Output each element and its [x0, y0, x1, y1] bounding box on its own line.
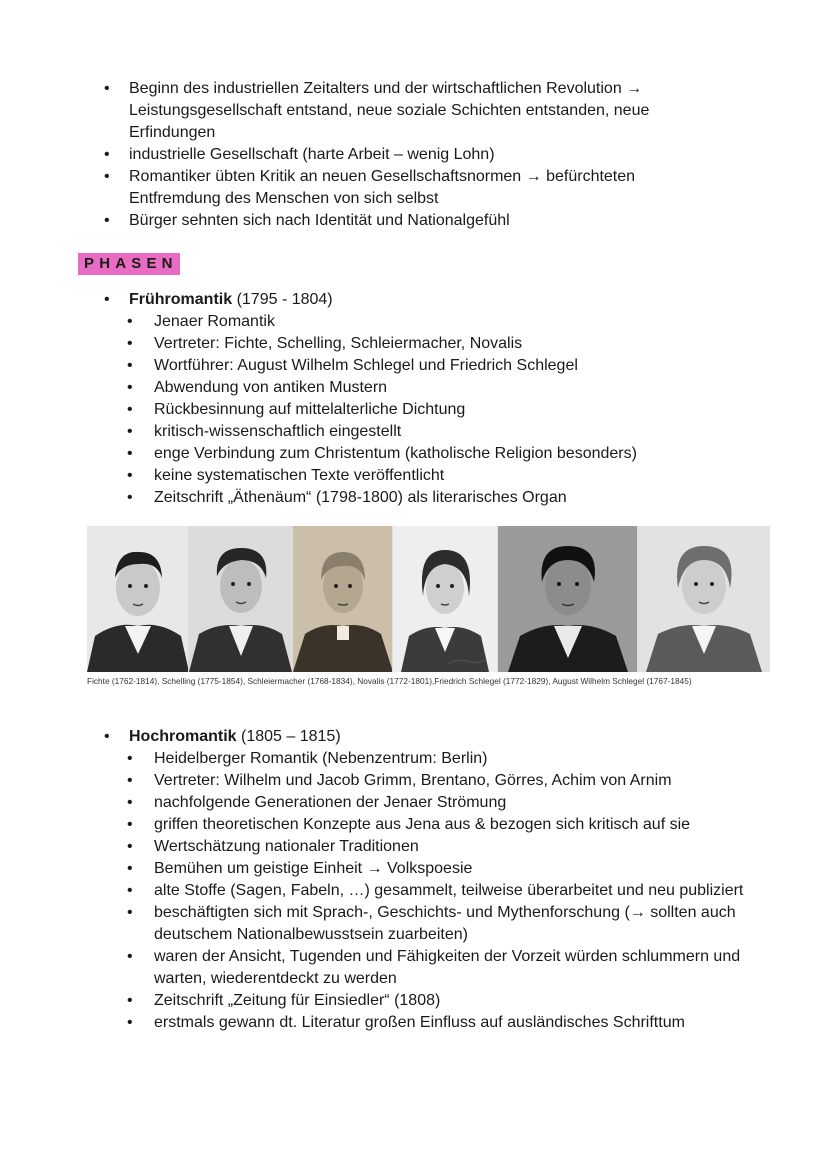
- list-item: • Heidelberger Romantik (Nebenzentrum: Berlin): [154, 748, 769, 770]
- intro-item: • Beginn des industriellen Zeitalters und der wirtschaftlichen Revolution → Leistungsgesellschaft entstand, neue soziale Schichten entstanden, neue Erfindungen: [129, 78, 729, 144]
- list-item: • nachfolgende Generationen der Jenaer Strömung: [154, 792, 769, 814]
- phase-title: [129, 726, 769, 748]
- intro-item: • Romantiker übten Kritik an neuen Gesellschaftsnormen → befürchteten Entfremdung des Menschen von sich selbst: [129, 166, 729, 210]
- phase-dates: (1795 - 1804): [232, 291, 333, 308]
- phase-fruehromantik: [129, 289, 769, 509]
- portrait-schleiermacher: [293, 526, 393, 672]
- phase-name: Frühromantik: [129, 291, 233, 308]
- portrait-caption: Fichte (1762-1814), Schelling (1775-1854), Schleiermacher (1768-1834), Novalis (1772-1801),Friedrich Schlegel (1772-1829), August Wilhelm Schlegel (1767-1845): [87, 676, 692, 686]
- list-item: • Rückbesinnung auf mittelalterliche Dichtung: [154, 399, 769, 421]
- portrait-fichte: [87, 526, 189, 672]
- phase-hochromantik: [129, 726, 769, 1034]
- list-item: • kritisch-wissenschaftlich eingestellt: [154, 421, 769, 443]
- list-item: • Zeitschrift „Äthenäum“ (1798-1800) als literarisches Organ: [154, 487, 769, 509]
- list-item: • Zeitschrift „Zeitung für Einsiedler“ (1808): [154, 990, 769, 1012]
- list-item: • keine systematischen Texte veröffentlicht: [154, 465, 769, 487]
- list-item: • Vertreter: Fichte, Schelling, Schleiermacher, Novalis: [154, 333, 769, 355]
- phase-name: Hochromantik: [129, 728, 237, 745]
- list-item: • Vertreter: Wilhelm und Jacob Grimm, Brentano, Görres, Achim von Arnim: [154, 770, 769, 792]
- portrait-friedrich-schlegel: [498, 526, 638, 672]
- phase-items: [154, 311, 769, 509]
- portrait-schelling: [189, 526, 292, 672]
- list-item: • waren der Ansicht, Tugenden und Fähigkeiten der Vorzeit würden schlummern und warten, wiederentdeckt zu werden: [154, 946, 769, 990]
- list-item: • Abwendung von antiken Mustern: [154, 377, 769, 399]
- portrait-august-wilhelm-schlegel: [638, 526, 770, 672]
- list-item: • alte Stoffe (Sagen, Fabeln, …) gesammelt, teilweise überarbeitet und neu publiziert: [154, 880, 769, 902]
- phase-dates: (1805 – 1815): [236, 728, 341, 745]
- list-item: • Bemühen um geistige Einheit → Volkspoesie: [154, 858, 769, 880]
- list-item: • Wortführer: August Wilhelm Schlegel und Friedrich Schlegel: [154, 355, 769, 377]
- list-item: • griffen theoretischen Konzepte aus Jena aus & bezogen sich kritisch auf sie: [154, 814, 769, 836]
- portrait-novalis: [393, 526, 498, 672]
- portrait-strip: [87, 526, 770, 672]
- list-item: • erstmals gewann dt. Literatur großen Einfluss auf ausländisches Schrifttum: [154, 1012, 769, 1034]
- intro-list: [129, 78, 729, 232]
- list-item: • beschäftigten sich mit Sprach-, Geschichts- und Mythenforschung (→ sollten auch deutschem Nationalbewusstsein zuarbeiten): [154, 902, 769, 946]
- phasen-heading: PHASEN: [78, 253, 180, 275]
- phase-items: [154, 748, 769, 1034]
- list-item: • enge Verbindung zum Christentum (katholische Religion besonders): [154, 443, 769, 465]
- intro-item: • Bürger sehnten sich nach Identität und Nationalgefühl: [129, 210, 729, 232]
- list-item: • Jenaer Romantik: [154, 311, 769, 333]
- list-item: • Wertschätzung nationaler Traditionen: [154, 836, 769, 858]
- phase-title: [129, 289, 769, 311]
- intro-item: • industrielle Gesellschaft (harte Arbeit – wenig Lohn): [129, 144, 729, 166]
